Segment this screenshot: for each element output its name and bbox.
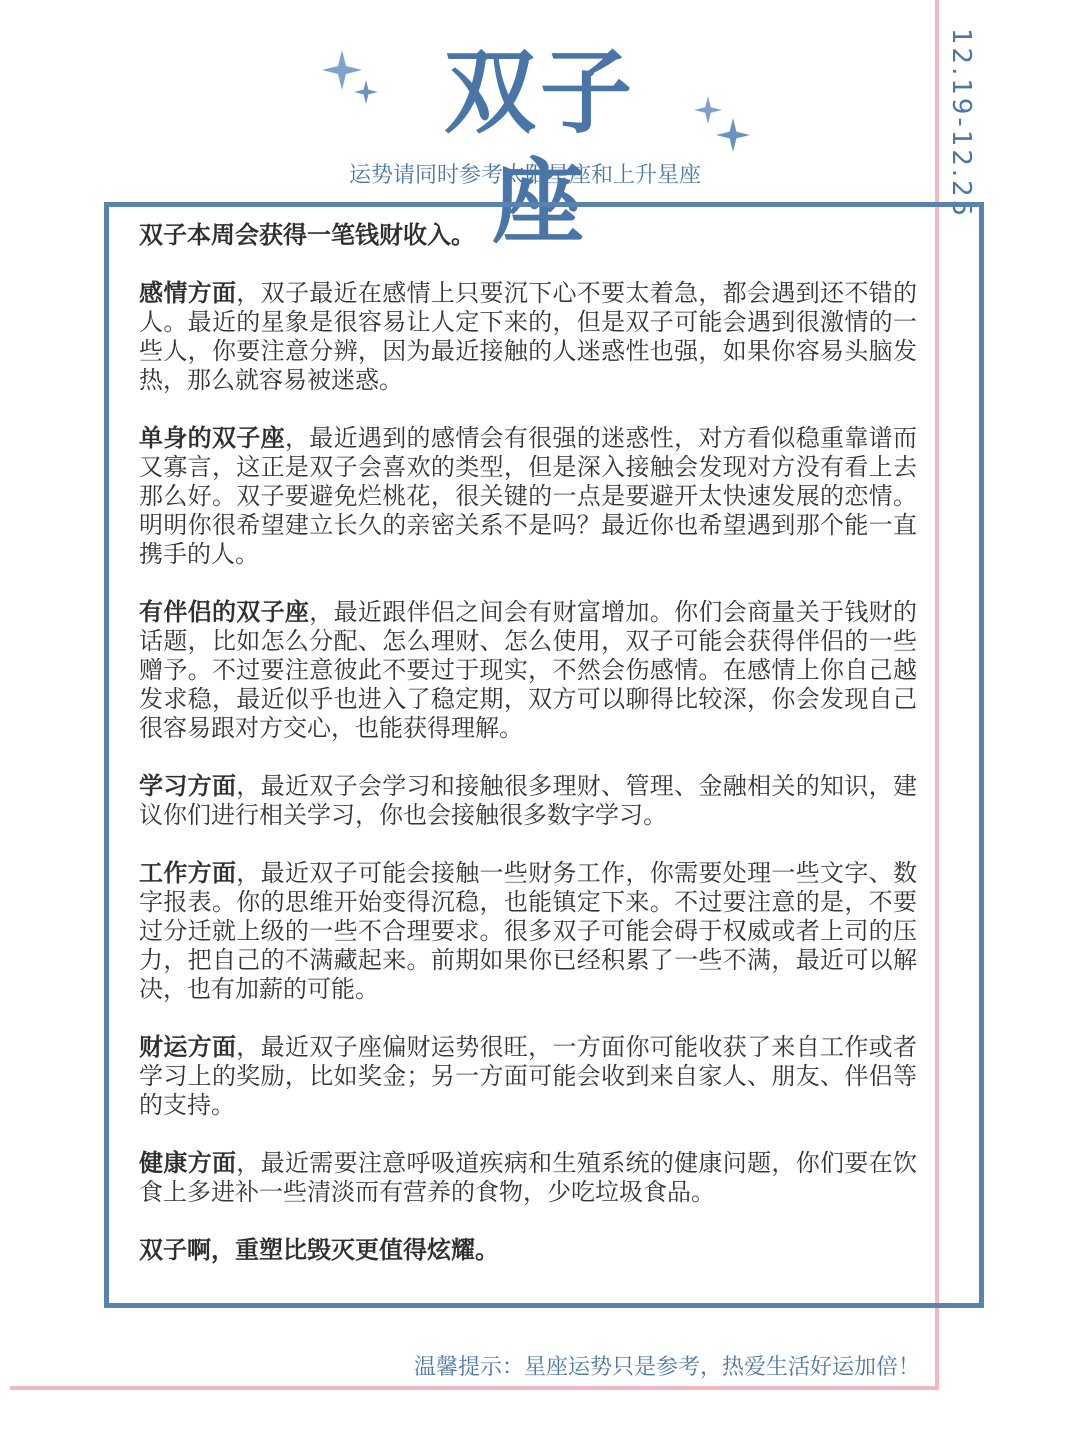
intro-text: 双子本周会获得一笔钱财收入。 (139, 221, 475, 249)
section-heading: 单身的双子座 (139, 424, 285, 452)
section-heading: 学习方面 (139, 772, 237, 800)
section-heading: 感情方面 (139, 279, 237, 307)
section-text: ，最近双子会学习和接触很多理财、管理、金融相关的知识，建议你们进行相关学习，你也会接触很多数字学习。 (139, 772, 918, 829)
intro-paragraph (139, 221, 917, 250)
sparkle-icon (354, 80, 378, 104)
section-wealth (139, 1033, 917, 1120)
section-study (139, 772, 917, 830)
section-text: ，最近遇到的感情会有很强的迷惑性，对方看似稳重靠谱而又寡言，这正是双子会喜欢的类型，但是深入接触会发现对方没有看上去那么好。双子要避免烂桃花，很关键的一点是要避开太快速发展的恋情。明明你很希望建立长久的亲密关系不是吗？最近你也希望遇到那个能一直携手的人。 (139, 424, 918, 568)
section-single (139, 424, 917, 569)
sparkle-icon (716, 118, 750, 152)
page-title: 双子座 (443, 39, 636, 256)
section-heading: 健康方面 (139, 1149, 237, 1177)
pink-frame-horizontal-line (10, 1386, 939, 1390)
section-heading: 有伴侣的双子座 (139, 598, 310, 626)
section-work (139, 859, 917, 1004)
section-text: ，双子最近在感情上只要沉下心不要太着急，都会遇到还不错的人。最近的星象是很容易让人定下来的，但是双子可能会遇到很激情的一些人，你要注意分辨，因为最近接触的人迷惑性也强，如果你容易头脑发热，那么就容易被迷惑。 (139, 279, 918, 394)
horoscope-content (139, 221, 917, 1265)
horoscope-content-box (104, 202, 984, 1308)
section-text: ，最近跟伴侣之间会有财富增加。你们会商量关于钱财的话题，比如怎么分配、怎么理财、怎么使用，双子可能会获得伴侣的一些赠予。不过要注意彼此不要过于现实，不然会伤感情。在感情上你自己越发求稳，最近似乎也进入了稳定期，双方可以聊得比较深，你会发现自己很容易跟对方交心，也能获得理解。 (139, 598, 918, 742)
section-partnered (139, 598, 917, 743)
section-heading: 工作方面 (139, 859, 237, 887)
footer-tip: 温馨提示：星座运势只是参考，热爱生活好运加倍！ (413, 1355, 920, 1380)
section-health (139, 1149, 917, 1207)
date-range: 12.19-12.25 (946, 28, 976, 220)
closing-text: 双子啊，重塑比毁灭更值得炫耀。 (139, 1236, 499, 1264)
section-text: ，最近双子座偏财运势很旺，一方面你可能收获了来自工作或者学习上的奖励，比如奖金；另一方面可能会收到来自家人、朋友、伴侣等的支持。 (139, 1033, 918, 1119)
closing-paragraph (139, 1236, 917, 1265)
section-text: ，最近双子可能会接触一些财务工作，你需要处理一些文字、数字报表。你的思维开始变得沉稳，也能镇定下来。不过要注意的是，不要过分迁就上级的一些不合理要求。很多双子可能会碍于权威或者上司的压力，把自己的不满藏起来。前期如果你已经积累了一些不满，最近可以解决，也有加薪的可能。 (139, 859, 918, 1003)
page-subtitle: 运势请同时参考太阳星座和上升星座 (348, 163, 701, 188)
section-heading: 财运方面 (139, 1033, 237, 1061)
section-love (139, 279, 917, 395)
section-text: ，最近需要注意呼吸道疾病和生殖系统的健康问题，你们要在饮食上多进补一些清淡而有营养的食物，少吃垃圾食品。 (139, 1149, 918, 1206)
